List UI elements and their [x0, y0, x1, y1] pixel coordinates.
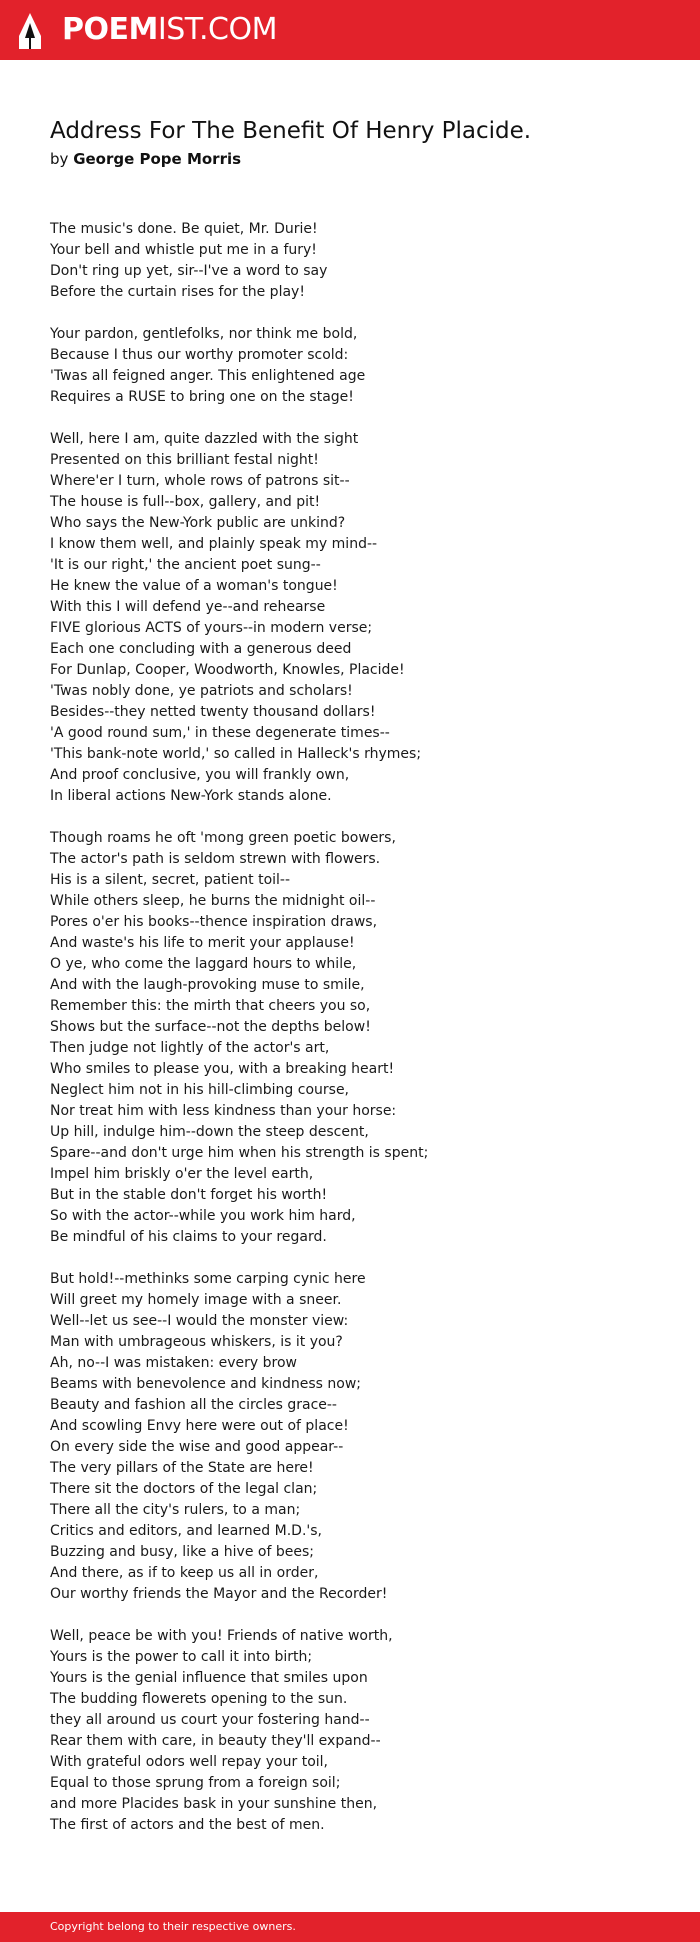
logo-light-text: IST.COM: [157, 12, 277, 47]
poem-stanza: [50, 324, 670, 408]
poem-line: But hold!--methinks some carping cynic here: [50, 1271, 366, 1287]
site-header: [0, 0, 700, 60]
poem-line: Nor treat him with less kindness than your horse:: [50, 1103, 397, 1119]
poem-line: Be mindful of his claims to your regard.: [50, 1229, 327, 1245]
poem-line: Man with umbrageous whiskers, is it you?: [50, 1334, 343, 1350]
copyright-notice: Copyright belong to their respective owners.: [50, 1920, 296, 1933]
poem-line: Ah, no--I was mistaken: every brow: [50, 1355, 298, 1371]
poem-line: Remember this: the mirth that cheers you so,: [50, 998, 371, 1014]
poem-line: Beams with benevolence and kindness now;: [50, 1376, 361, 1392]
poem-line: For Dunlap, Cooper, Woodworth, Knowles, Placide!: [50, 662, 405, 678]
poem-stanza: [50, 219, 670, 303]
poem-line: Where'er I turn, whole rows of patrons sit--: [50, 473, 350, 489]
poem-line: Well--let us see--I would the monster view:: [50, 1313, 349, 1329]
poem-line: Pores o'er his books--thence inspiration draws,: [50, 914, 378, 930]
poem-line: FIVE glorious ACTS of yours--in modern verse;: [50, 620, 373, 636]
poem-line: And with the laugh-provoking muse to smile,: [50, 977, 365, 993]
poem-line: Don't ring up yet, sir--I've a word to say: [50, 263, 328, 279]
poem-line: So with the actor--while you work him hard,: [50, 1208, 356, 1224]
byline: [50, 148, 241, 170]
poem-line: The actor's path is seldom strewn with flowers.: [50, 851, 381, 867]
poem-line: 'It is our right,' the ancient poet sung--: [50, 557, 321, 573]
poem-line: 'A good round sum,' in these degenerate times--: [50, 725, 390, 741]
poem-line: Impel him briskly o'er the level earth,: [50, 1166, 314, 1182]
poem-line: Beauty and fashion all the circles grace--: [50, 1397, 337, 1413]
poem-line: With grateful odors well repay your toil,: [50, 1754, 328, 1770]
poem-line: Who smiles to please you, with a breaking heart!: [50, 1061, 395, 1077]
poem-line: Well, peace be with you! Friends of native worth,: [50, 1628, 393, 1644]
poem-line: Shows but the surface--not the depths below!: [50, 1019, 371, 1035]
poem-line: and more Placides bask in your sunshine then,: [50, 1796, 378, 1812]
poem-line: And waste's his life to merit your applause!: [50, 935, 355, 951]
poem-line: Yours is the genial influence that smiles upon: [50, 1670, 368, 1686]
poem-line: Then judge not lightly of the actor's art,: [50, 1040, 330, 1056]
poem-line: they all around us court your fostering hand--: [50, 1712, 370, 1728]
poem-line: While others sleep, he burns the midnight oil--: [50, 893, 376, 909]
poem-title: Address For The Benefit Of Henry Placide.: [50, 118, 532, 144]
poem-stanza: [50, 429, 670, 807]
poem-line: And proof conclusive, you will frankly own,: [50, 767, 350, 783]
poem-line: The music's done. Be quiet, Mr. Durie!: [50, 221, 318, 237]
poem-line: O ye, who come the laggard hours to while,: [50, 956, 357, 972]
by-prefix: by: [50, 150, 69, 168]
poem-line: Because I thus our worthy promoter scold:: [50, 347, 349, 363]
poem-line: His is a silent, secret, patient toil--: [50, 872, 291, 888]
poem-body: [50, 219, 670, 1857]
poem-line: Rear them with care, in beauty they'll expand--: [50, 1733, 381, 1749]
poem-line: Neglect him not in his hill-climbing course,: [50, 1082, 350, 1098]
poem-line: Will greet my homely image with a sneer.: [50, 1292, 342, 1308]
poem-line: On every side the wise and good appear--: [50, 1439, 344, 1455]
poem-line: 'Twas all feigned anger. This enlightened age: [50, 368, 366, 384]
poem-line: The budding flowerets opening to the sun.: [50, 1691, 348, 1707]
poem-line: Our worthy friends the Mayor and the Recorder!: [50, 1586, 388, 1602]
site-logo[interactable]: [62, 13, 277, 47]
poem-line: Buzzing and busy, like a hive of bees;: [50, 1544, 314, 1560]
logo-bold-text: POEM: [62, 12, 158, 47]
poem-line: Spare--and don't urge him when his strength is spent;: [50, 1145, 429, 1161]
poem-line: He knew the value of a woman's tongue!: [50, 578, 338, 594]
poem-line: The first of actors and the best of men.: [50, 1817, 325, 1833]
poem-line: Besides--they netted twenty thousand dollars!: [50, 704, 376, 720]
poem-stanza: [50, 828, 670, 1248]
pen-nib-icon[interactable]: [18, 12, 42, 50]
poem-line: Up hill, indulge him--down the steep descent,: [50, 1124, 369, 1140]
poem-line: There sit the doctors of the legal clan;: [50, 1481, 318, 1497]
poem-line: With this I will defend ye--and rehearse: [50, 599, 326, 615]
poem-line: Who says the New-York public are unkind?: [50, 515, 346, 531]
poem-line: Your pardon, gentlefolks, nor think me bold,: [50, 326, 358, 342]
poem-line: Presented on this brilliant festal night!: [50, 452, 319, 468]
poem-stanza: [50, 1269, 670, 1605]
poem-line: And scowling Envy here were out of place!: [50, 1418, 349, 1434]
poem-stanza: [50, 1626, 670, 1836]
poem-line: But in the stable don't forget his worth!: [50, 1187, 328, 1203]
author-name[interactable]: George Pope Morris: [73, 150, 242, 168]
poem-line: Your bell and whistle put me in a fury!: [50, 242, 317, 258]
poem-line: Critics and editors, and learned M.D.'s,: [50, 1523, 322, 1539]
poem-line: Well, here I am, quite dazzled with the sight: [50, 431, 359, 447]
poem-line: Though roams he oft 'mong green poetic bowers,: [50, 830, 396, 846]
poem-line: Before the curtain rises for the play!: [50, 284, 305, 300]
poem-line: The very pillars of the State are here!: [50, 1460, 314, 1476]
poem-line: I know them well, and plainly speak my mind--: [50, 536, 378, 552]
poem-line: 'This bank-note world,' so called in Halleck's rhymes;: [50, 746, 422, 762]
poem-line: Each one concluding with a generous deed: [50, 641, 352, 657]
poem-line: Equal to those sprung from a foreign soil;: [50, 1775, 341, 1791]
poem-line: Yours is the power to call it into birth;: [50, 1649, 313, 1665]
poem-line: There all the city's rulers, to a man;: [50, 1502, 301, 1518]
site-footer: [0, 1912, 700, 1942]
poem-line: In liberal actions New-York stands alone.: [50, 788, 332, 804]
poem-line: And there, as if to keep us all in order,: [50, 1565, 319, 1581]
poem-line: 'Twas nobly done, ye patriots and scholars!: [50, 683, 353, 699]
poem-line: Requires a RUSE to bring one on the stage!: [50, 389, 354, 405]
poem-line: The house is full--box, gallery, and pit!: [50, 494, 321, 510]
